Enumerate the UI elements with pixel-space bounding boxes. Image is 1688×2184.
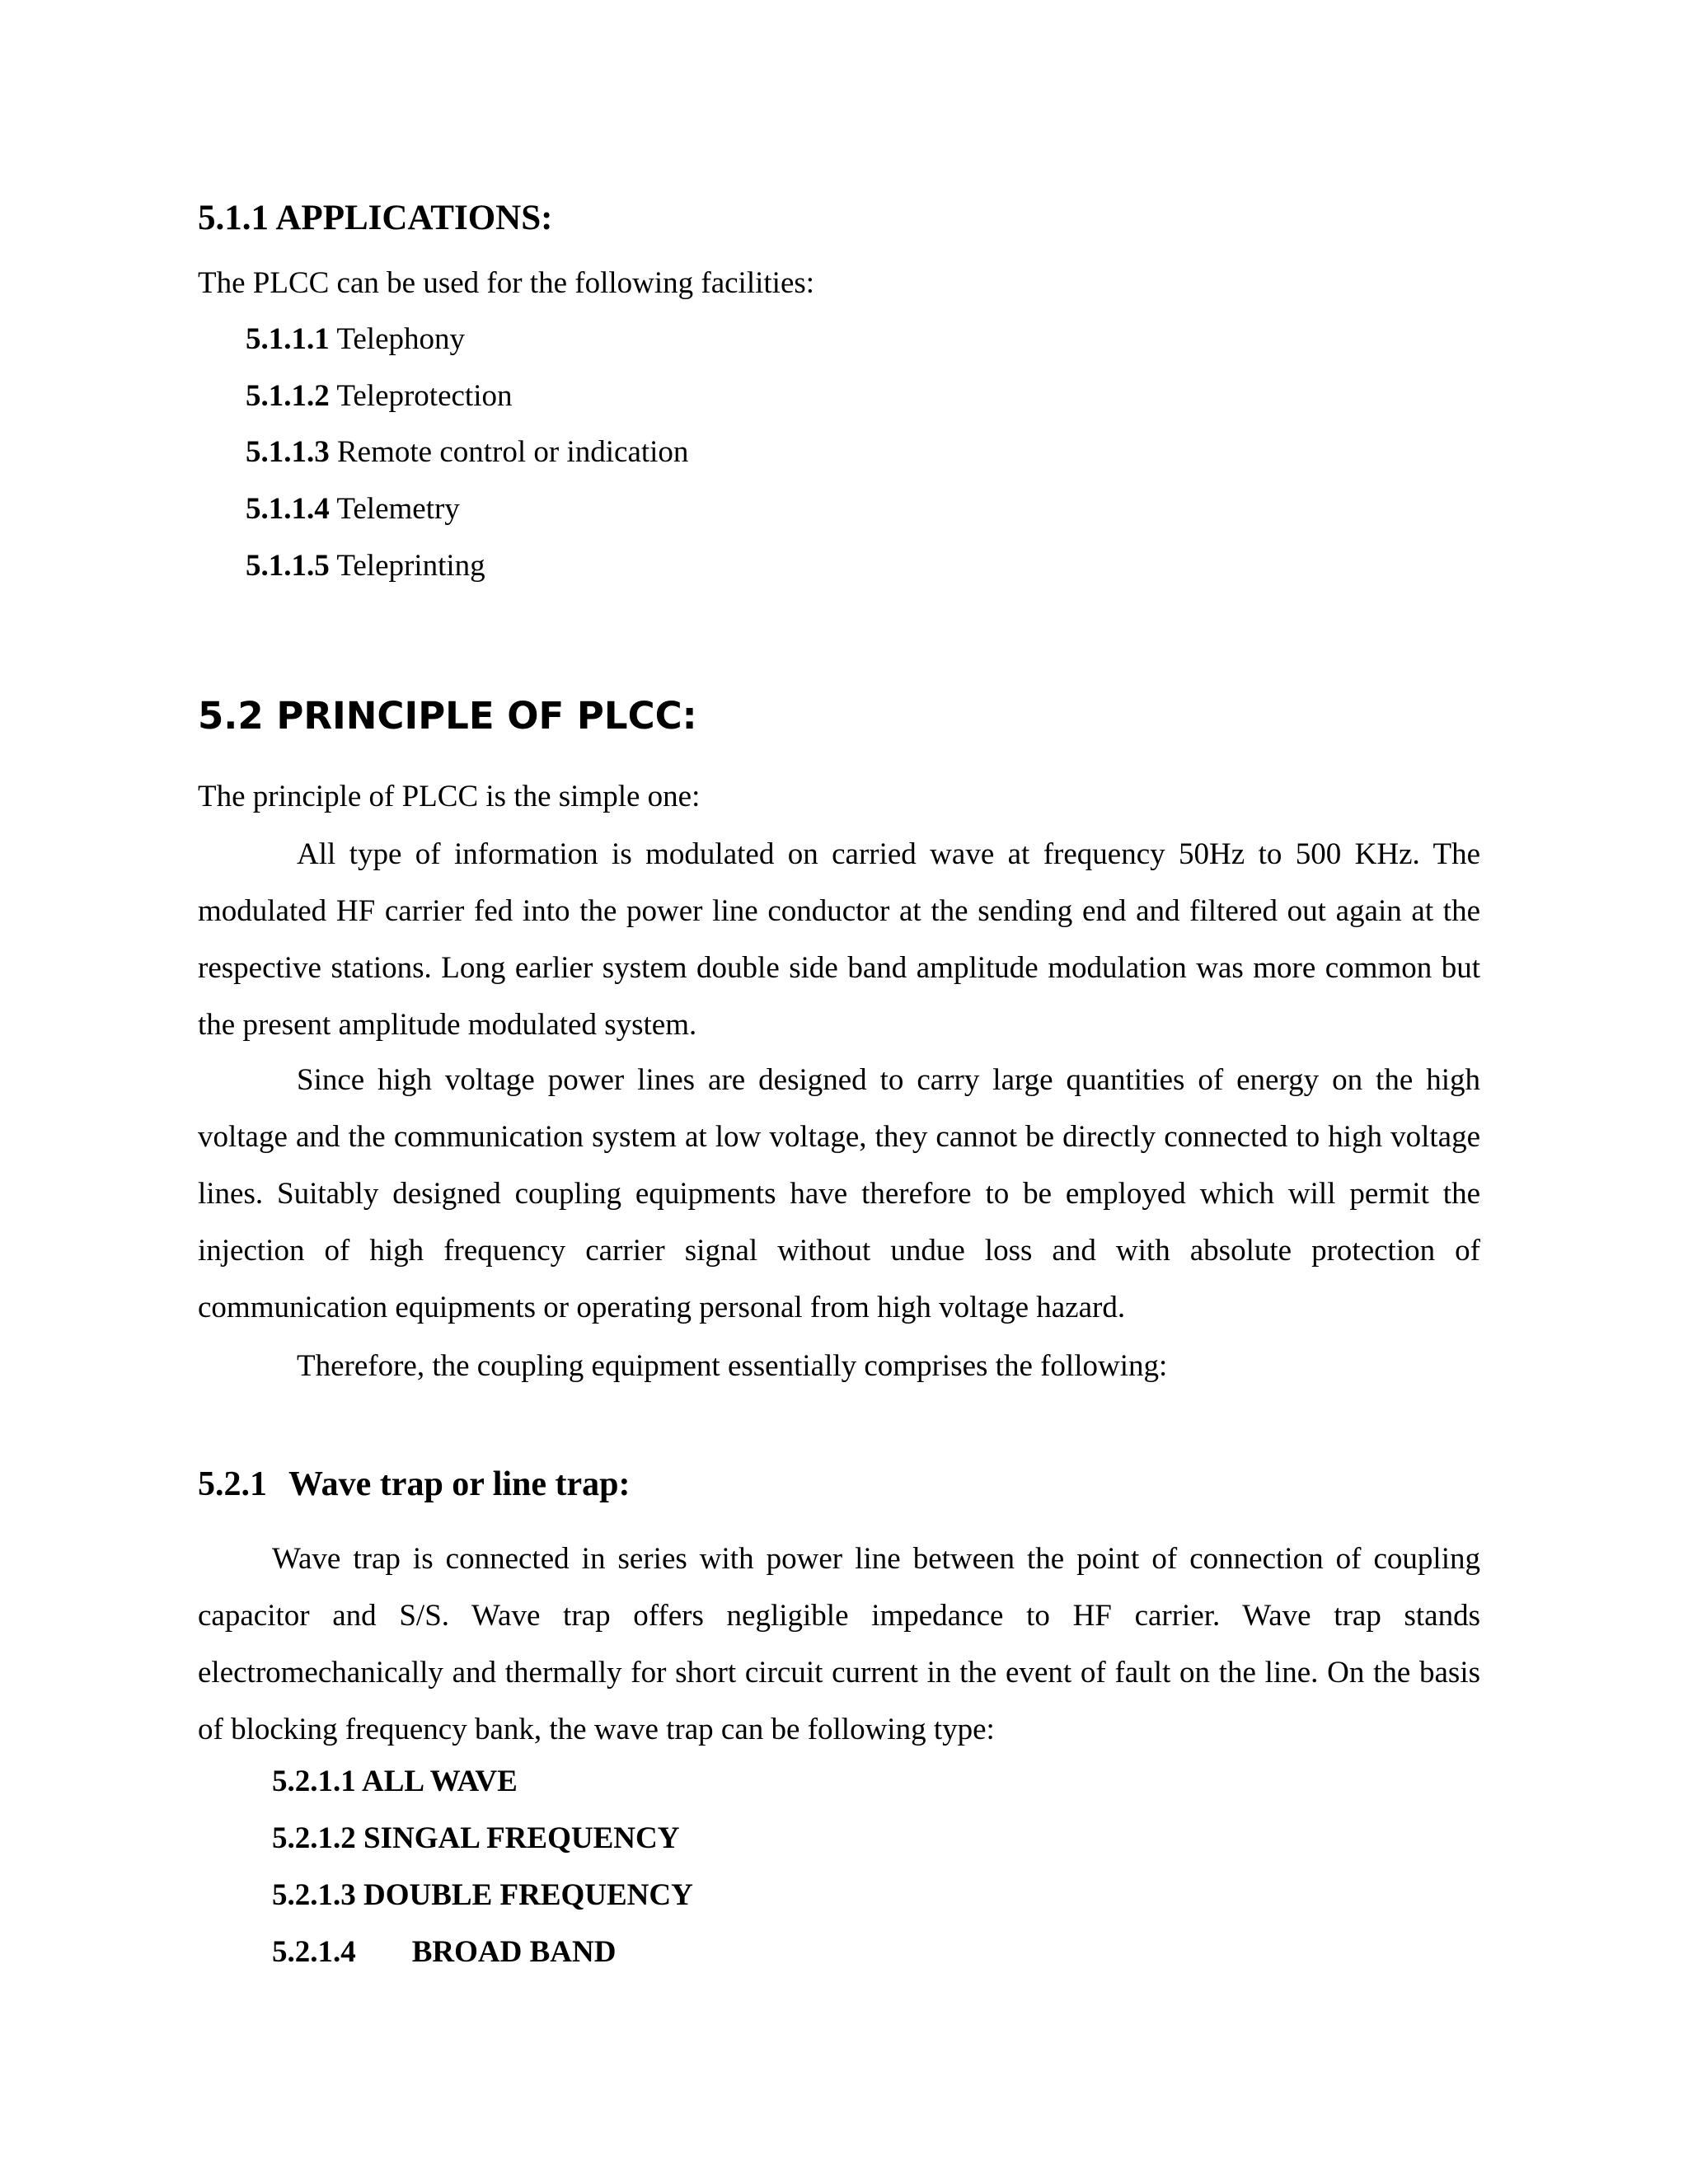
principle-intro: The principle of PLCC is the simple one: (198, 780, 701, 813)
list-item-number: 5.1.1.2 (246, 379, 330, 413)
list-item (246, 548, 485, 584)
principle-heading: 5.2 PRINCIPLE OF PLCC: (198, 694, 697, 738)
list-item-text: Teleprinting (336, 549, 485, 583)
applications-intro: The PLCC can be used for the following facilities: (198, 266, 815, 300)
list-item-text: ALL WAVE (361, 1765, 518, 1798)
list-item-number: 5.1.1.5 (246, 549, 330, 583)
list-item-text: Telemetry (336, 492, 460, 526)
list-item-number: 5.2.1.1 (272, 1765, 356, 1798)
list-item-text: Telephony (336, 322, 465, 356)
applications-heading: 5.1.1 APPLICATIONS: (198, 199, 553, 237)
list-item-number: 5.2.1.3 (272, 1878, 356, 1912)
list-item-text: BROAD BAND (411, 1935, 617, 1969)
wave-trap-paragraph: Wave trap is connected in series with power line between the point of connection of coupling capacitor and S/S. Wave trap offers negligible impedance to HF carrier. Wave trap stands electromechanically and thermally for short circuit current in the event of fault on the line. On the basis of blocking frequency bank, the wave trap can be following type: (198, 1542, 1480, 1746)
list-item (246, 434, 688, 471)
list-item-number: 5.1.1.3 (246, 435, 330, 469)
principle-paragraph-1: All type of information is modulated on carried wave at frequency 50Hz to 500 KHz. The modulated HF carrier fed into the power line conductor at the sending end and filtered out again at the respective stations. Long earlier system double side band amplitude modulation was more common but the present amplitude modulated system. (198, 837, 1480, 1042)
list-item (272, 1877, 693, 1913)
list-item-text: SINGAL FREQUENCY (363, 1821, 680, 1855)
list-item-number: 5.2.1.4 (272, 1935, 356, 1969)
list-item (272, 1934, 616, 1970)
list-item (246, 491, 460, 527)
list-item-text: DOUBLE FREQUENCY (363, 1878, 693, 1912)
list-item-text: Teleprotection (336, 379, 513, 413)
list-item-text: Remote control or indication (337, 435, 689, 469)
list-item-number: 5.1.1.1 (246, 322, 330, 356)
wave-trap-heading-number: 5.2.1 (198, 1465, 267, 1503)
wave-trap-heading (198, 1465, 631, 1504)
wave-trap-heading-text: Wave trap or line trap: (288, 1465, 631, 1503)
list-item (272, 1821, 679, 1856)
list-item (246, 321, 465, 358)
list-item (246, 378, 513, 415)
principle-paragraph-2: Since high voltage power lines are designed to carry large quantities of energy on the high voltage and the communication system at low voltage, they cannot be directly connected to high voltage lines. Suitably designed coupling equipments have therefore to be employed which will permit the injection of high frequency carrier signal without undue loss and with absolute protection of communication equipments or operating personal from high voltage hazard. (198, 1063, 1480, 1324)
list-item-number: 5.1.1.4 (246, 492, 330, 526)
list-item-number: 5.2.1.2 (272, 1821, 356, 1855)
list-item (272, 1764, 518, 1799)
principle-paragraph-3: Therefore, the coupling equipment essentially comprises the following: (297, 1349, 1168, 1383)
